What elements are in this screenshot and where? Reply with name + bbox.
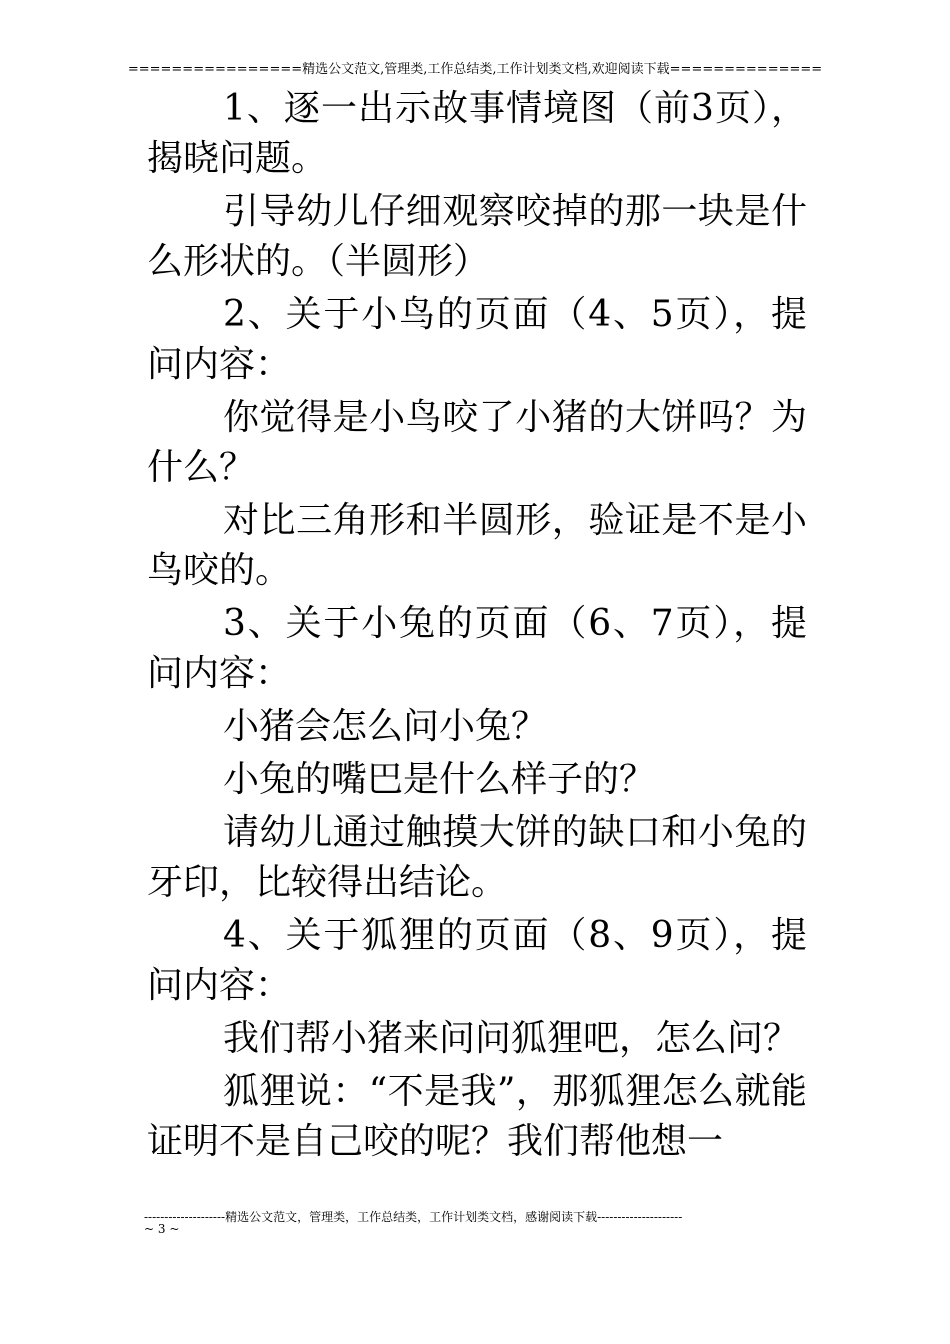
paragraph: 我们帮小猪来问问狐狸吧，怎么问？ [223,1018,800,1059]
paragraph: 小兔的嘴巴是什么样子的？ [223,759,656,800]
paragraph: 请幼儿通过触摸大饼的缺口和小兔的牙印，比较得出结论。 [147,812,807,903]
document-body [147,84,807,1170]
paragraph: 狐狸说：“不是我”，那狐狸怎么就能证明不是自己咬的呢？我们帮他想一 [147,1071,807,1162]
page-footer: --------------------精选公文范文，管理类，工作总结类，工作计划类文档，感谢阅读下载--------------------- [144,1210,683,1224]
page-number: ~ 3 ~ [144,1222,180,1236]
paragraph: 对比三角形和半圆形，验证是不是小鸟咬的。 [147,500,807,591]
paragraph: 小猪会怎么问小兔？ [223,706,548,747]
paragraph: 2、关于小鸟的页面（4、5页），提问内容： [147,294,807,385]
paragraph: 3、关于小兔的页面（6、7页），提问内容： [147,603,807,694]
paragraph: 引导幼儿仔细观察咬掉的那一块是什么形状的。（半圆形） [147,191,807,282]
paragraph: 你觉得是小鸟咬了小猪的大饼吗？为什么？ [147,397,807,488]
paragraph: 4、关于狐狸的页面（8、9页），提问内容： [147,915,807,1006]
paragraph: 1、逐一出示故事情境图（前3页），揭晓问题。 [147,88,807,179]
page-header: ================精选公文范文,管理类,工作总结类,工作计划类文档,欢迎阅读下载============== [127,62,823,77]
